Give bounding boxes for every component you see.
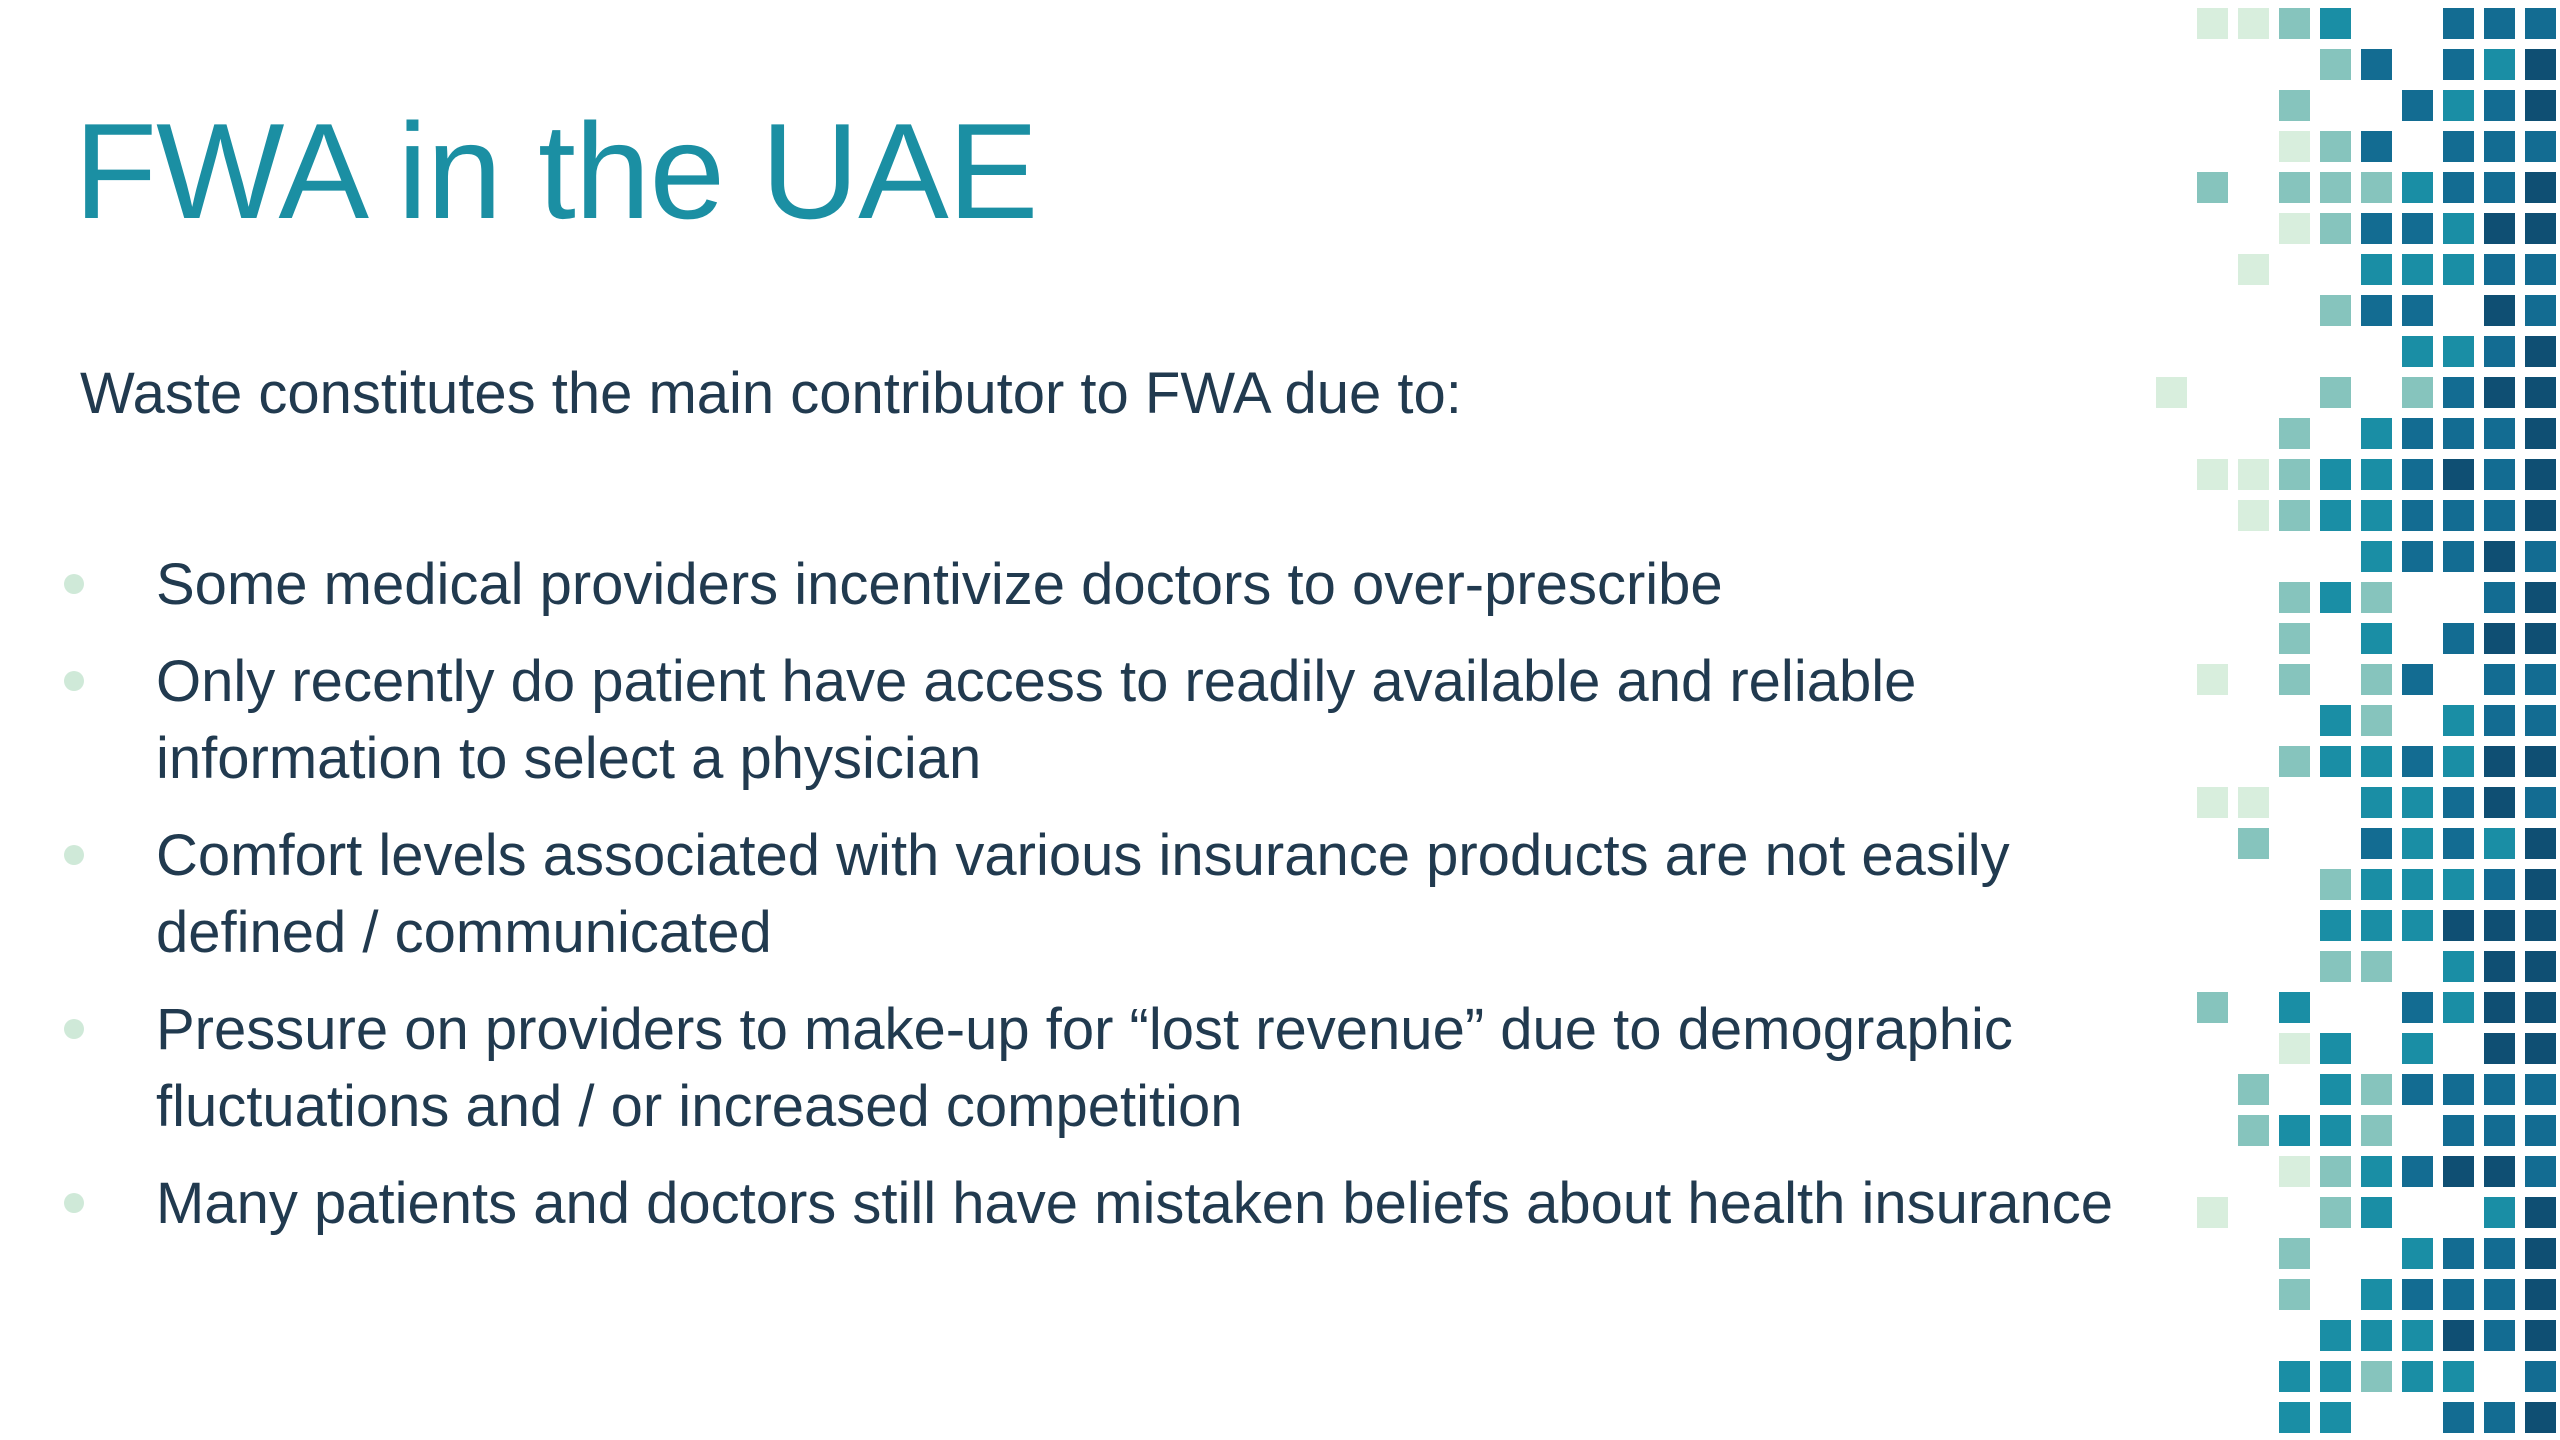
mosaic-tile (2320, 1074, 2351, 1105)
mosaic-tile (2361, 828, 2392, 859)
square-mosaic-pattern (2140, 0, 2560, 1440)
mosaic-tile (2525, 1197, 2556, 1228)
mosaic-tile (2197, 172, 2228, 203)
mosaic-tile (2402, 1156, 2433, 1187)
mosaic-tile (2484, 787, 2515, 818)
bullet-text: Some medical providers incentivize doctors to over-prescribe (156, 552, 1723, 617)
mosaic-tile (2361, 131, 2392, 162)
mosaic-tile (2484, 500, 2515, 531)
mosaic-tile (2402, 90, 2433, 121)
mosaic-tile (2320, 1156, 2351, 1187)
mosaic-tile (2361, 910, 2392, 941)
mosaic-tile (2484, 131, 2515, 162)
mosaic-tile (2443, 1074, 2474, 1105)
mosaic-tile (2402, 336, 2433, 367)
mosaic-tile (2402, 418, 2433, 449)
mosaic-tile (2484, 1197, 2515, 1228)
mosaic-tile (2443, 746, 2474, 777)
mosaic-tile (2484, 582, 2515, 613)
mosaic-tile (2525, 582, 2556, 613)
mosaic-tile (2402, 1320, 2433, 1351)
mosaic-tile (2402, 541, 2433, 572)
mosaic-tile (2361, 459, 2392, 490)
mosaic-tile (2320, 459, 2351, 490)
mosaic-tile (2484, 1402, 2515, 1433)
mosaic-tile (2279, 1115, 2310, 1146)
mosaic-tile (2402, 254, 2433, 285)
mosaic-tile (2525, 172, 2556, 203)
mosaic-tile (2525, 90, 2556, 121)
mosaic-tile (2443, 951, 2474, 982)
mosaic-tile (2361, 623, 2392, 654)
mosaic-tile (2484, 459, 2515, 490)
mosaic-tile (2279, 1279, 2310, 1310)
mosaic-tile (2361, 1279, 2392, 1310)
mosaic-tile (2525, 1074, 2556, 1105)
intro-text: Waste constitutes the main contributor to FWA due to: (80, 361, 1462, 426)
mosaic-tile (2484, 828, 2515, 859)
bullet-text: Only recently do patient have access to readily available and reliable information to select a physician (156, 649, 1917, 791)
mosaic-tile (2525, 623, 2556, 654)
mosaic-tile (2320, 746, 2351, 777)
mosaic-tile (2238, 254, 2269, 285)
mosaic-tile (2320, 1361, 2351, 1392)
mosaic-tile (2320, 500, 2351, 531)
mosaic-tile (2484, 49, 2515, 80)
mosaic-tile (2402, 787, 2433, 818)
mosaic-tile (2238, 459, 2269, 490)
mosaic-tile (2279, 172, 2310, 203)
mosaic-tile (2484, 869, 2515, 900)
mosaic-tile (2279, 459, 2310, 490)
mosaic-tile (2320, 213, 2351, 244)
mosaic-tile (2443, 910, 2474, 941)
mosaic-tile (2443, 705, 2474, 736)
mosaic-tile (2525, 8, 2556, 39)
mosaic-tile (2525, 910, 2556, 941)
mosaic-tile (2361, 787, 2392, 818)
mosaic-tile (2525, 1156, 2556, 1187)
mosaic-tile (2525, 295, 2556, 326)
mosaic-tile (2361, 172, 2392, 203)
mosaic-tile (2361, 541, 2392, 572)
mosaic-tile (2443, 1279, 2474, 1310)
mosaic-tile (2525, 828, 2556, 859)
mosaic-tile (2361, 582, 2392, 613)
mosaic-tile (2361, 49, 2392, 80)
mosaic-tile (2279, 213, 2310, 244)
mosaic-tile (2320, 1115, 2351, 1146)
mosaic-tile (2443, 172, 2474, 203)
mosaic-tile (2402, 1033, 2433, 1064)
mosaic-tile (2361, 500, 2392, 531)
mosaic-tile (2443, 1156, 2474, 1187)
mosaic-tile (2361, 213, 2392, 244)
mosaic-tile (2361, 418, 2392, 449)
mosaic-tile (2443, 459, 2474, 490)
mosaic-tile (2197, 787, 2228, 818)
bullet-item (0, 643, 2130, 797)
mosaic-tile (2361, 295, 2392, 326)
mosaic-tile (2443, 541, 2474, 572)
mosaic-tile (2484, 910, 2515, 941)
mosaic-tile (2402, 664, 2433, 695)
mosaic-tile (2443, 992, 2474, 1023)
mosaic-tile (2443, 8, 2474, 39)
mosaic-tile (2402, 1074, 2433, 1105)
mosaic-tile (2484, 541, 2515, 572)
mosaic-tile (2361, 746, 2392, 777)
mosaic-tile (2238, 500, 2269, 531)
mosaic-tile (2443, 869, 2474, 900)
mosaic-tile (2361, 254, 2392, 285)
mosaic-tile (2525, 49, 2556, 80)
mosaic-tile (2279, 664, 2310, 695)
mosaic-tile (2279, 1402, 2310, 1433)
mosaic-tile (2197, 1197, 2228, 1228)
bullet-dot-icon (64, 1193, 84, 1213)
mosaic-tile (2279, 500, 2310, 531)
mosaic-tile (2443, 828, 2474, 859)
mosaic-tile (2443, 500, 2474, 531)
mosaic-tile (2484, 705, 2515, 736)
mosaic-tile (2443, 213, 2474, 244)
mosaic-tile (2197, 459, 2228, 490)
bullet-item (0, 1165, 2130, 1242)
mosaic-tile (2320, 377, 2351, 408)
mosaic-tile (2443, 254, 2474, 285)
bullet-dot-icon (64, 1019, 84, 1039)
mosaic-tile (2402, 213, 2433, 244)
bullet-item (0, 817, 2130, 971)
mosaic-tile (2484, 1033, 2515, 1064)
bullet-text: Pressure on providers to make-up for “lost revenue” due to demographic fluctuations and / or increased competition (156, 997, 2013, 1139)
mosaic-tile (2320, 910, 2351, 941)
mosaic-tile (2484, 213, 2515, 244)
mosaic-tile (2525, 254, 2556, 285)
mosaic-tile (2238, 8, 2269, 39)
mosaic-tile (2402, 172, 2433, 203)
mosaic-tile (2484, 951, 2515, 982)
mosaic-tile (2525, 1361, 2556, 1392)
mosaic-tile (2361, 664, 2392, 695)
mosaic-tile (2484, 664, 2515, 695)
mosaic-tile (2320, 951, 2351, 982)
mosaic-tile (2320, 1033, 2351, 1064)
mosaic-tile (2525, 787, 2556, 818)
mosaic-tile (2402, 910, 2433, 941)
mosaic-tile (2525, 1320, 2556, 1351)
mosaic-tile (2525, 1033, 2556, 1064)
bullet-text: Comfort levels associated with various insurance products are not easily defined / communicated (156, 823, 2010, 965)
mosaic-tile (2525, 1402, 2556, 1433)
mosaic-tile (2525, 951, 2556, 982)
mosaic-tile (2361, 1197, 2392, 1228)
mosaic-tile (2525, 418, 2556, 449)
mosaic-tile (2238, 787, 2269, 818)
mosaic-tile (2361, 1074, 2392, 1105)
mosaic-tile (2279, 992, 2310, 1023)
mosaic-tile (2279, 8, 2310, 39)
mosaic-tile (2525, 213, 2556, 244)
mosaic-tile (2320, 295, 2351, 326)
mosaic-tile (2484, 336, 2515, 367)
mosaic-tile (2484, 90, 2515, 121)
mosaic-tile (2443, 49, 2474, 80)
mosaic-tile (2279, 90, 2310, 121)
mosaic-tile (2484, 1279, 2515, 1310)
mosaic-tile (2484, 172, 2515, 203)
mosaic-tile (2279, 623, 2310, 654)
mosaic-tile (2279, 418, 2310, 449)
mosaic-tile (2402, 828, 2433, 859)
mosaic-tile (2402, 295, 2433, 326)
mosaic-tile (2279, 1361, 2310, 1392)
mosaic-tile (2525, 541, 2556, 572)
mosaic-tile (2525, 336, 2556, 367)
mosaic-tile (2402, 459, 2433, 490)
mosaic-tile (2525, 1238, 2556, 1269)
mosaic-tile (2279, 582, 2310, 613)
mosaic-tile (2402, 1238, 2433, 1269)
mosaic-tile (2279, 746, 2310, 777)
mosaic-tile (2402, 1361, 2433, 1392)
mosaic-tile (2320, 1197, 2351, 1228)
mosaic-tile (2238, 1115, 2269, 1146)
mosaic-tile (2484, 623, 2515, 654)
mosaic-tile (2443, 1115, 2474, 1146)
mosaic-tile (2361, 1361, 2392, 1392)
mosaic-tile (2156, 377, 2187, 408)
mosaic-tile (2525, 705, 2556, 736)
mosaic-tile (2402, 869, 2433, 900)
mosaic-tile (2525, 992, 2556, 1023)
mosaic-tile (2320, 172, 2351, 203)
mosaic-tile (2484, 377, 2515, 408)
bullet-list (0, 546, 2130, 1262)
mosaic-tile (2320, 131, 2351, 162)
mosaic-tile (2238, 1074, 2269, 1105)
mosaic-tile (2443, 1238, 2474, 1269)
mosaic-tile (2484, 8, 2515, 39)
mosaic-tile (2402, 1279, 2433, 1310)
mosaic-tile (2443, 336, 2474, 367)
mosaic-tile (2484, 992, 2515, 1023)
mosaic-tile (2484, 1238, 2515, 1269)
mosaic-tile (2443, 377, 2474, 408)
mosaic-tile (2279, 131, 2310, 162)
mosaic-tile (2197, 992, 2228, 1023)
mosaic-tile (2279, 1033, 2310, 1064)
mosaic-tile (2443, 1402, 2474, 1433)
bullet-dot-icon (64, 574, 84, 594)
mosaic-tile (2443, 787, 2474, 818)
mosaic-tile (2320, 869, 2351, 900)
mosaic-tile (2197, 8, 2228, 39)
mosaic-tile (2525, 869, 2556, 900)
mosaic-tile (2320, 705, 2351, 736)
bullet-item (0, 546, 2130, 623)
mosaic-tile (2484, 1156, 2515, 1187)
bullet-text: Many patients and doctors still have mistaken beliefs about health insurance (156, 1171, 2114, 1236)
mosaic-tile (2484, 746, 2515, 777)
mosaic-tile (2484, 254, 2515, 285)
mosaic-tile (2443, 418, 2474, 449)
mosaic-tile (2361, 869, 2392, 900)
mosaic-tile (2443, 90, 2474, 121)
mosaic-tile (2484, 295, 2515, 326)
mosaic-tile (2361, 1320, 2392, 1351)
mosaic-tile (2484, 1115, 2515, 1146)
mosaic-tile (2525, 1115, 2556, 1146)
mosaic-tile (2525, 1279, 2556, 1310)
mosaic-tile (2525, 377, 2556, 408)
mosaic-tile (2525, 459, 2556, 490)
mosaic-tile (2361, 951, 2392, 982)
mosaic-tile (2443, 1361, 2474, 1392)
mosaic-tile (2525, 131, 2556, 162)
mosaic-tile (2484, 1074, 2515, 1105)
mosaic-tile (2279, 1156, 2310, 1187)
mosaic-tile (2320, 8, 2351, 39)
mosaic-tile (2361, 1156, 2392, 1187)
mosaic-tile (2402, 746, 2433, 777)
mosaic-tile (2402, 500, 2433, 531)
mosaic-tile (2320, 582, 2351, 613)
mosaic-tile (2238, 828, 2269, 859)
mosaic-tile (2320, 1320, 2351, 1351)
slide-title: FWA in the UAE (74, 95, 1038, 247)
mosaic-tile (2484, 418, 2515, 449)
mosaic-tile (2279, 1238, 2310, 1269)
mosaic-tile (2197, 664, 2228, 695)
mosaic-tile (2361, 705, 2392, 736)
mosaic-tile (2402, 992, 2433, 1023)
mosaic-tile (2525, 664, 2556, 695)
bullet-dot-icon (64, 845, 84, 865)
mosaic-tile (2320, 49, 2351, 80)
bullet-dot-icon (64, 671, 84, 691)
mosaic-tile (2525, 500, 2556, 531)
mosaic-tile (2525, 746, 2556, 777)
mosaic-tile (2320, 1402, 2351, 1433)
mosaic-tile (2402, 377, 2433, 408)
mosaic-tile (2443, 623, 2474, 654)
mosaic-tile (2443, 131, 2474, 162)
mosaic-tile (2484, 1320, 2515, 1351)
mosaic-tile (2361, 1115, 2392, 1146)
mosaic-tile (2443, 1320, 2474, 1351)
bullet-item (0, 991, 2130, 1145)
